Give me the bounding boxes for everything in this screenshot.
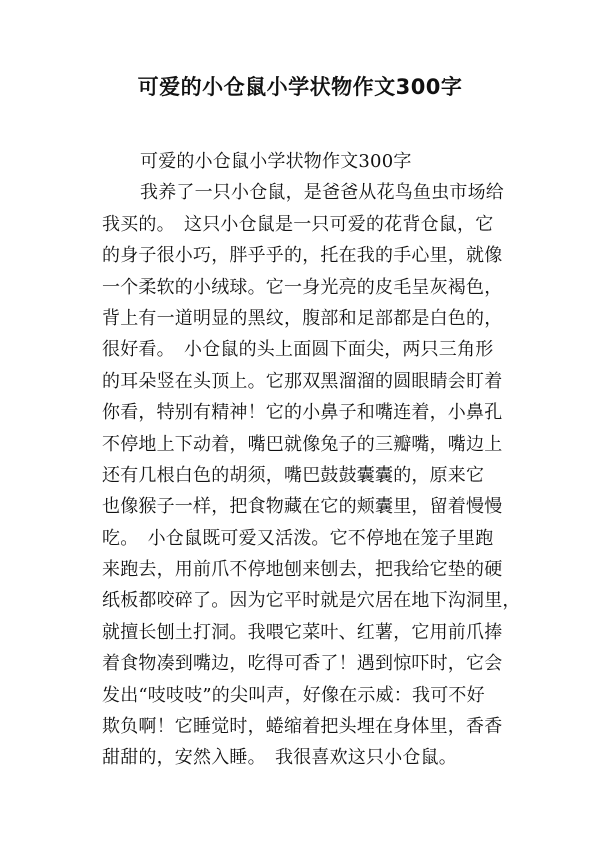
body-line: 很好看。 小仓鼠的头上面圆下面尖，两只三角形 [102, 339, 494, 361]
body-line: 甜甜的，安然入睡。 我很喜欢这只小仓鼠。 [102, 747, 457, 769]
document-body [102, 146, 522, 774]
body-line: 还有几根白色的胡须，嘴巴鼓鼓囊囊的，原来它 [102, 464, 485, 486]
body-line: 我买的。 这只小仓鼠是一只可爱的花背仓鼠，它 [102, 213, 494, 235]
body-line: 纸板都咬碎了。因为它平时就是穴居在地下沟洞里， [102, 590, 521, 612]
body-line: 背上有一道明显的黑纹，腹部和足部都是白色的， [102, 307, 503, 329]
body-line-subtitle: 可爱的小仓鼠小学状物作文300字 [140, 151, 412, 172]
body-line: 你看，特别有精神！它的小鼻子和嘴连着，小鼻孔 [102, 402, 503, 424]
body-line: 我养了一只小仓鼠，是爸爸从花鸟鱼虫市场给 [140, 182, 504, 204]
body-line: 发出“吱吱吱”的尖叫声，好像在示威：我可不好 [102, 684, 485, 706]
body-line: 一个柔软的小绒球。它一身光亮的皮毛呈灰褐色， [102, 276, 503, 298]
body-line: 不停地上下动着，嘴巴就像兔子的三瓣嘴，嘴边上 [102, 433, 503, 455]
body-line: 也像猴子一样，把食物藏在它的颊囊里，留着慢慢 [102, 496, 503, 518]
body-line: 着食物凑到嘴边，吃得可香了！遇到惊吓时，它会 [102, 653, 503, 675]
body-line: 吃。 小仓鼠既可爱又活泼。它不停地在笼子里跑 [102, 527, 494, 549]
body-line: 的身子很小巧，胖乎乎的，托在我的手心里，就像 [102, 245, 503, 267]
document-title: 可爱的小仓鼠小学状物作文300字 [137, 75, 463, 99]
body-line: 的耳朵竖在头顶上。它那双黑溜溜的圆眼睛会盯着 [102, 370, 503, 392]
body-line: 欺负啊！它睡觉时，蜷缩着把头埋在身体里，香香 [102, 716, 503, 738]
body-line: 就擅长刨土打洞。我喂它菜叶、红薯，它用前爪捧 [102, 621, 503, 643]
body-line: 来跑去，用前爪不停地刨来刨去，把我给它垫的硬 [102, 559, 503, 581]
